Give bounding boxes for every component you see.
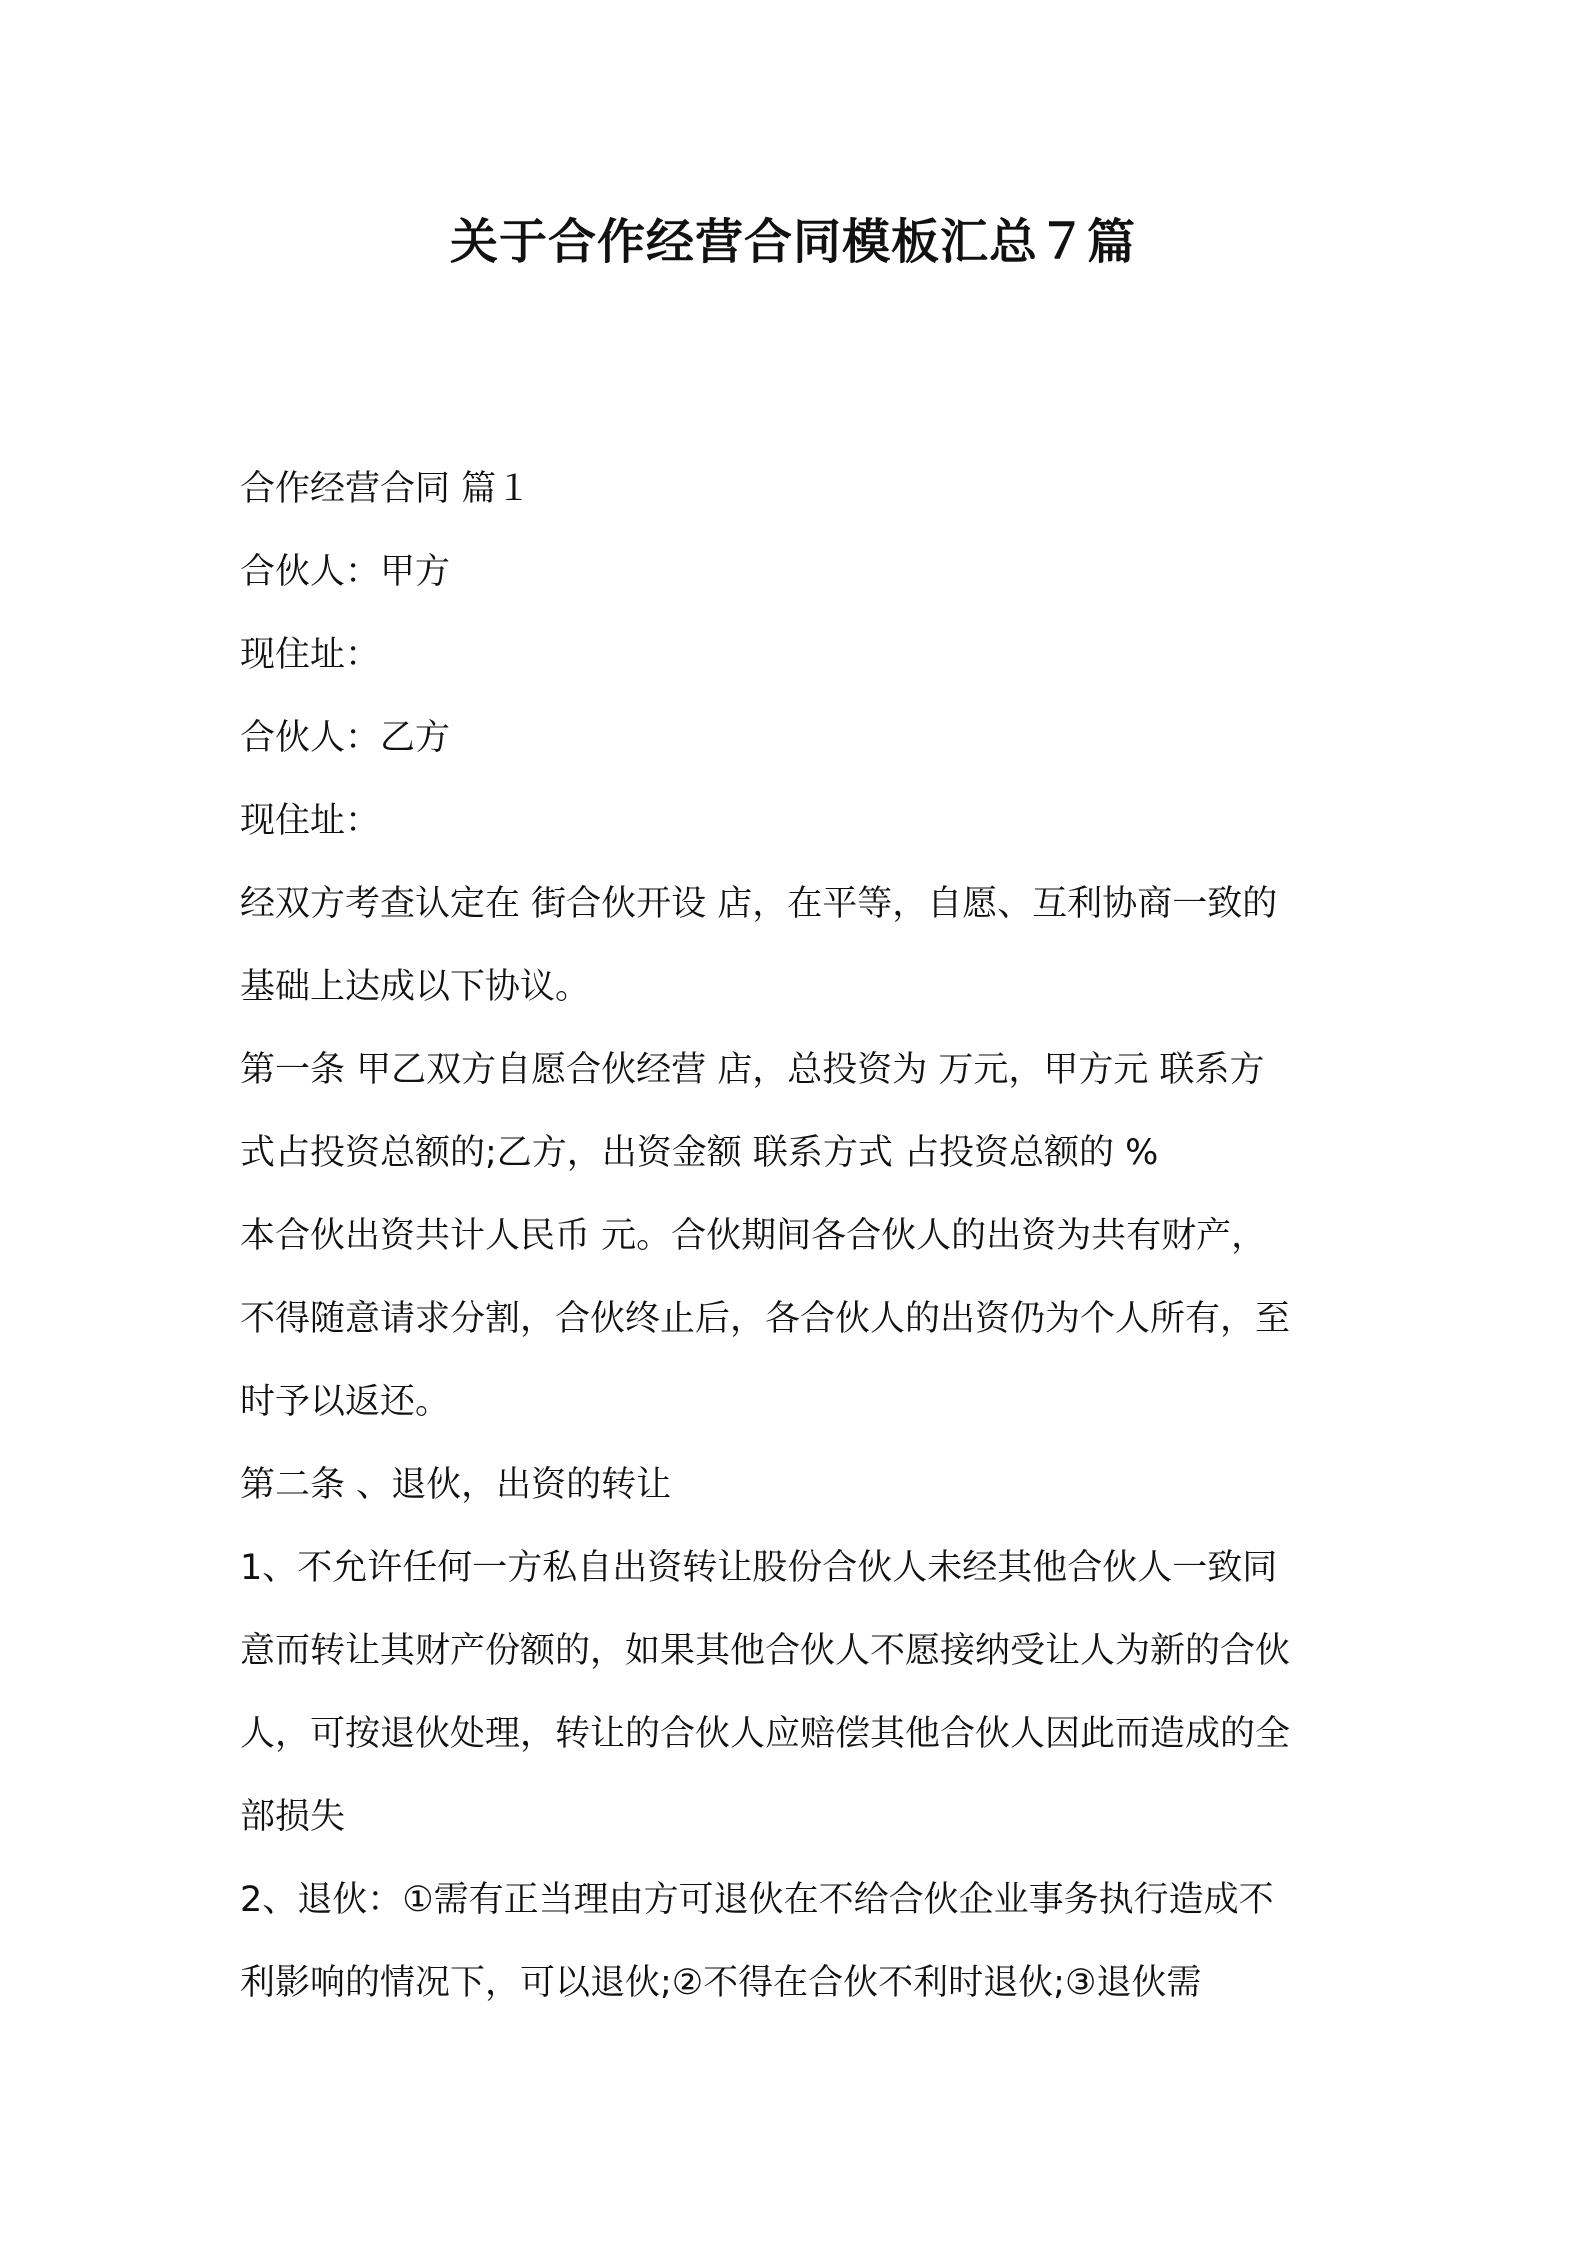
- document-title: 关于合作经营合同模板汇总７篇: [449, 214, 1136, 270]
- document-body: [240, 448, 1360, 2025]
- text-line: 本合伙出资共计人民币 元。合伙期间各合伙人的出资为共有财产，: [240, 1216, 1267, 1256]
- text-line: 合作经营合同 篇１: [240, 469, 532, 509]
- text-line: 时予以返还。: [240, 1382, 451, 1422]
- text-line: 现住址：: [240, 635, 381, 675]
- text-line: 式占投资总额的;乙方，出资金额 联系方式 占投资总额的 %: [240, 1133, 1159, 1173]
- text-line: 第一条 甲乙双方自愿合伙经营 店，总投资为 万元，甲方元 联系方: [240, 1050, 1265, 1090]
- text-line: 基础上达成以下协议。: [240, 967, 591, 1007]
- text-line: 经双方考查认定在 街合伙开设 店，在平等，自愿、互利协商一致的: [240, 884, 1278, 924]
- text-line: 第二条 、退伙，出资的转让: [240, 1465, 672, 1505]
- text-line: 利影响的情况下，可以退伙;②不得在合伙不利时退伙;③退伙需: [240, 1963, 1202, 2003]
- text-line: 人，可按退伙处理，转让的合伙人应赔偿其他合伙人因此而造成的全: [240, 1714, 1291, 1754]
- text-line: 合伙人：乙方: [240, 718, 451, 758]
- text-line: 部损失: [240, 1797, 346, 1837]
- text-line: 不得随意请求分割，合伙终止后，各合伙人的出资仍为个人所有，至: [240, 1299, 1291, 1339]
- text-line: 合伙人：甲方: [240, 552, 451, 592]
- text-line: 意而转让其财产份额的，如果其他合伙人不愿接纳受让人为新的合伙: [240, 1631, 1291, 1671]
- text-line: 1、不允许任何一方私自出资转让股份合伙人未经其他合伙人一致同: [240, 1548, 1278, 1588]
- text-line: 2、退伙：①需有正当理由方可退伙在不给合伙企业事务执行造成不: [240, 1880, 1274, 1920]
- text-line: 现住址：: [240, 801, 381, 841]
